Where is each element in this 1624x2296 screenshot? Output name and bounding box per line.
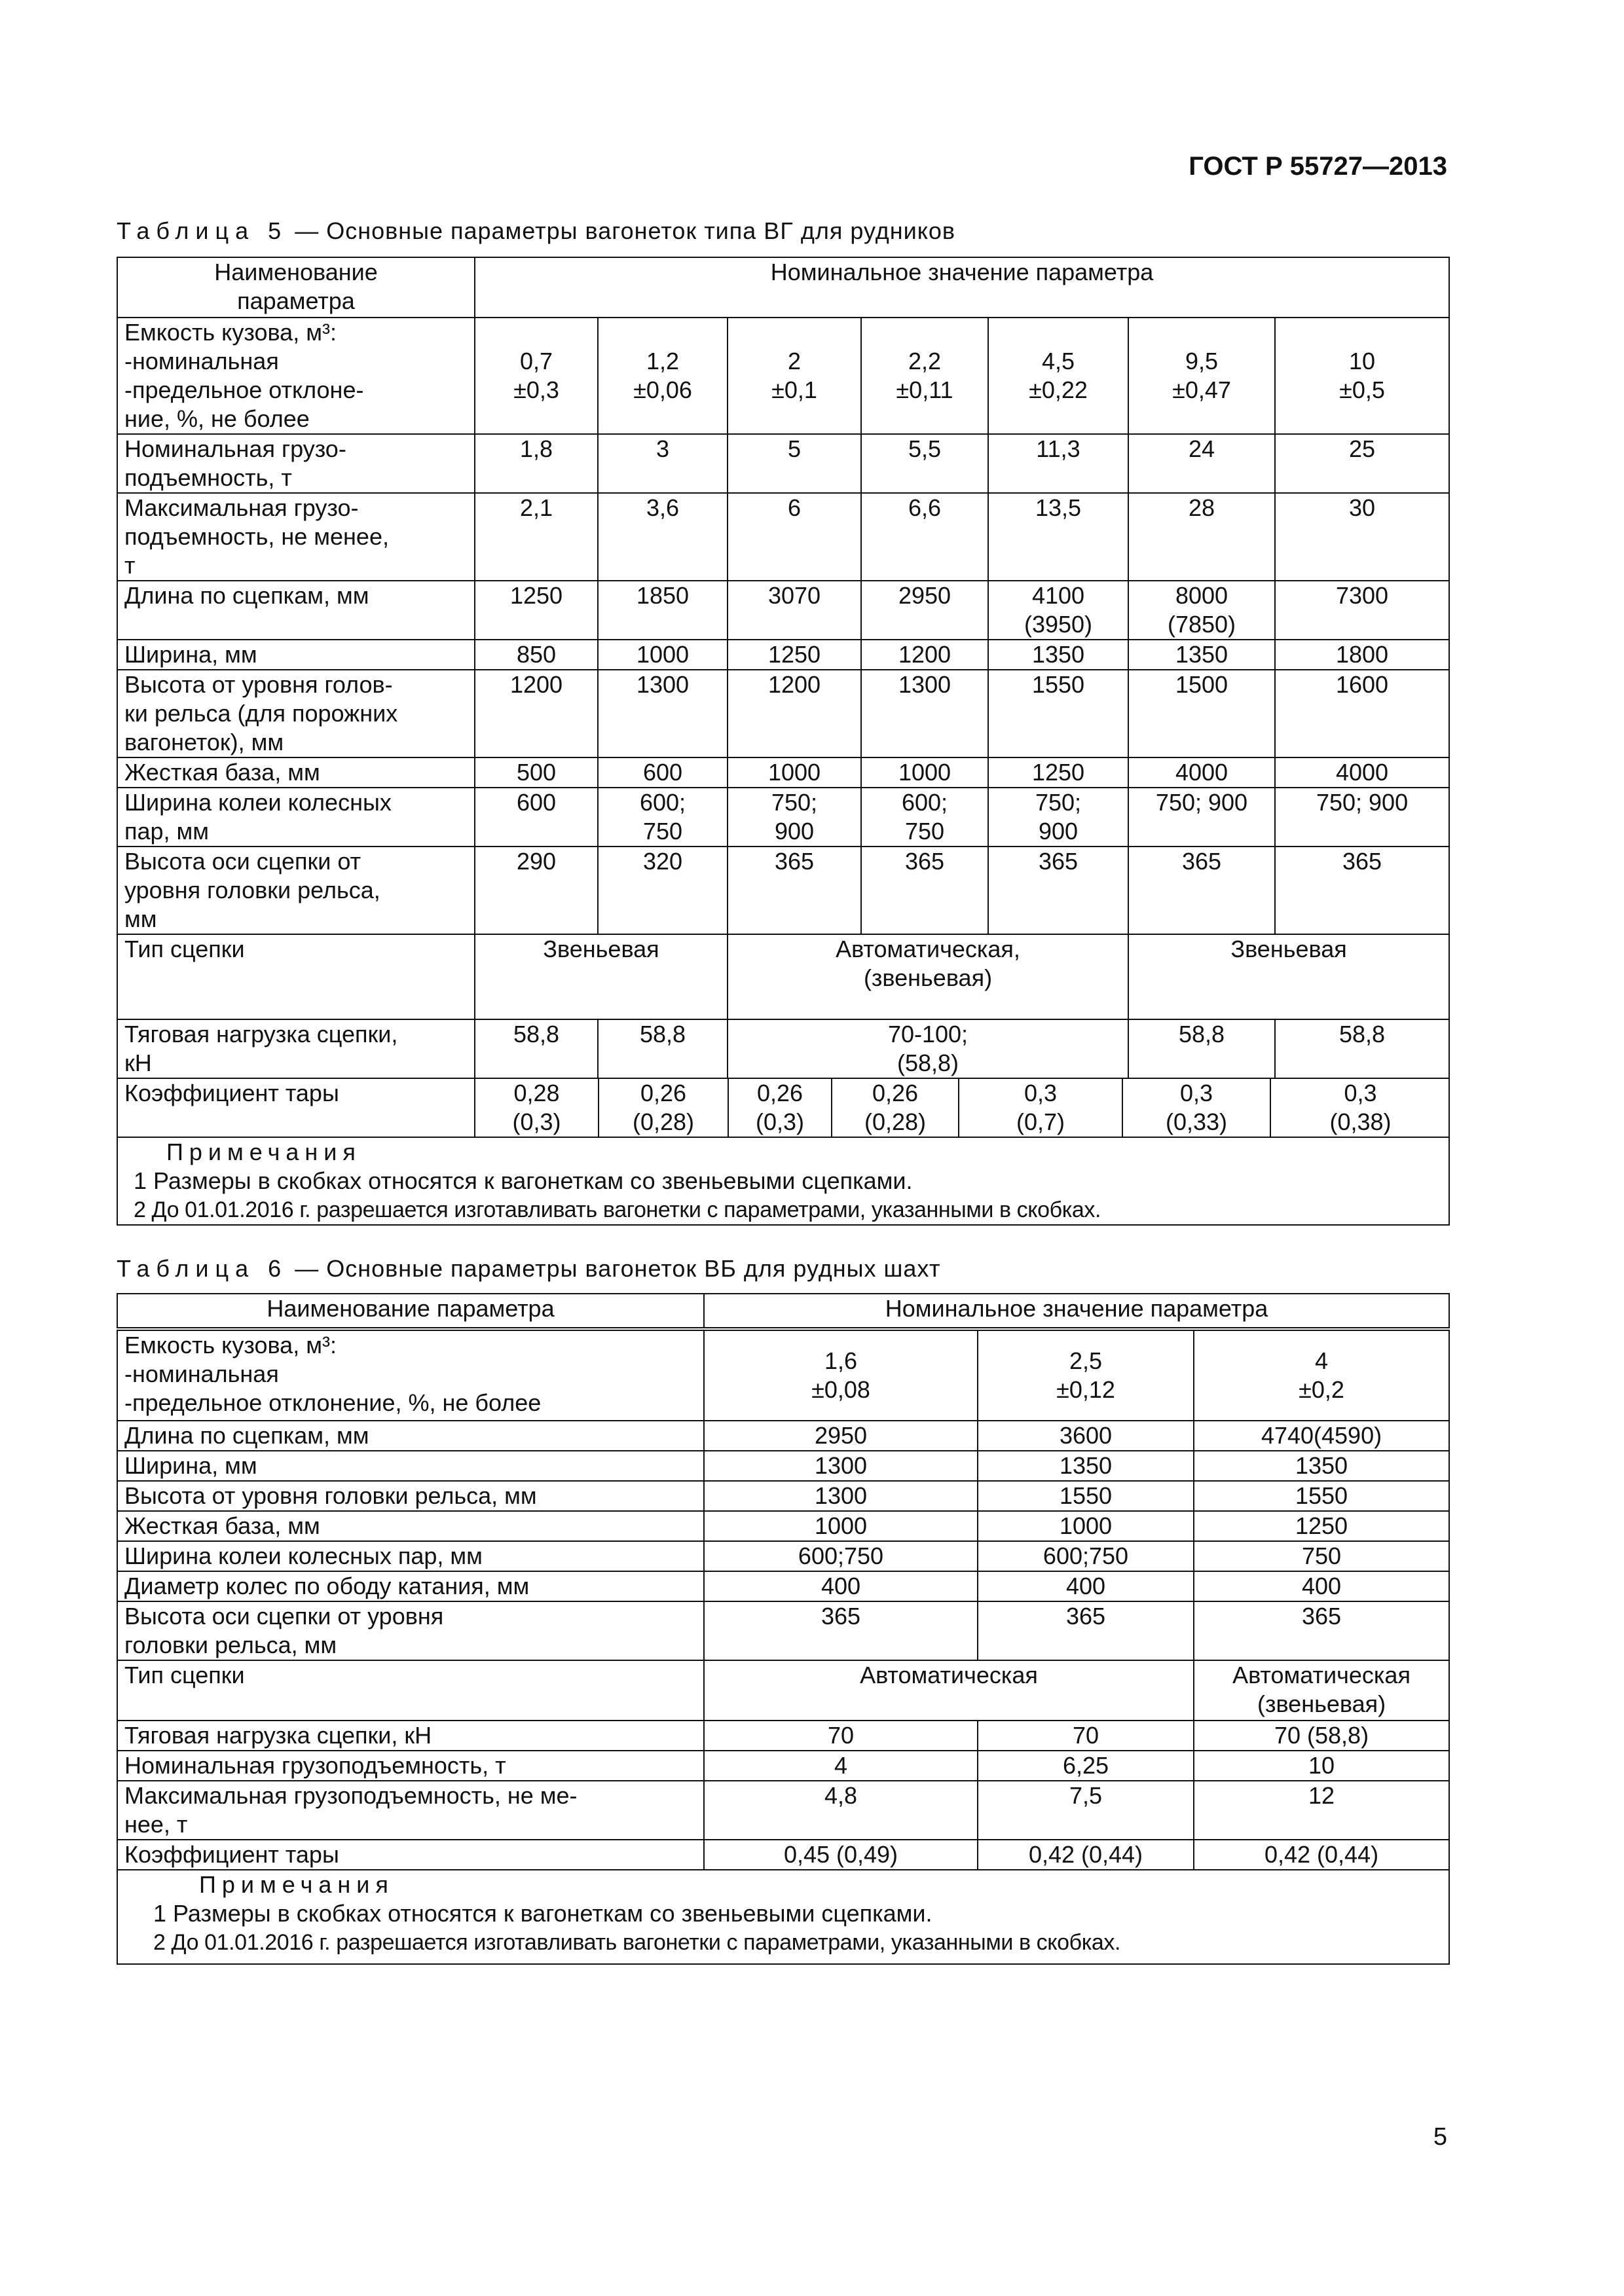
table6-cell: 2,5 ±0,12 (978, 1329, 1194, 1421)
table6-cell: 1300 (704, 1451, 978, 1481)
table6-row-label: Высота оси сцепки от уровня головки рельса, мм (117, 1601, 704, 1660)
table5-cell: 1500 (1128, 670, 1275, 757)
table5-cell: 750; 900 (1128, 788, 1275, 847)
table5-cell: 0,3 (0,33) (1122, 1079, 1270, 1137)
table5-row-coupling (117, 934, 1449, 1019)
table5-cell: 1200 (861, 640, 988, 670)
table5-label-capacity: Емкость кузова, м³: -номинальная -предельное отклоне- ние, %, не более (117, 318, 475, 434)
table6-cell: 1000 (978, 1511, 1194, 1541)
table5-cell: 4000 (1128, 757, 1275, 788)
table6-cell: 70 (58,8) (1194, 1721, 1449, 1751)
table6-label-coupling: Тип сцепки (117, 1660, 704, 1721)
table5-label-max-load: Максимальная грузо- подъемность, не менее, т (117, 493, 475, 581)
table6-cell: 365 (978, 1601, 1194, 1660)
table5-cell: 1,8 (475, 434, 598, 493)
page-number: 5 (1433, 2123, 1447, 2151)
table5-col-header-param: Наименование параметра (117, 257, 475, 318)
table5-cell: 1600 (1275, 670, 1449, 757)
table6-header-row (117, 1294, 1449, 1329)
table6-cell: 4,8 (704, 1781, 978, 1840)
table5-cell: 9,5 ±0,47 (1128, 318, 1275, 434)
table6-cell: 0,45 (0,49) (704, 1840, 978, 1870)
table6-cell: 365 (704, 1601, 978, 1660)
table5-row-max-load (117, 493, 1449, 581)
table5-cell: 0,26 (0,28) (599, 1079, 728, 1137)
table6-caption-label: Таблица 6 (117, 1255, 288, 1282)
table6-cell: 0,42 (0,44) (1194, 1840, 1449, 1870)
table5-row-length (117, 581, 1449, 640)
table5-row-gauge (117, 788, 1449, 847)
table5-cell: 2,2 ±0,11 (861, 318, 988, 434)
table6-cell: 1550 (1194, 1481, 1449, 1511)
table5-cell: 500 (475, 757, 598, 788)
table6-cell: 10 (1194, 1751, 1449, 1781)
table5-caption (117, 217, 955, 245)
table6-cell: 600;750 (704, 1541, 978, 1571)
table5-note-1: 1 Размеры в скобках относятся к вагонеткам со звеньевыми сцепками. (134, 1167, 913, 1194)
table5-label-coupling: Тип сцепки (117, 934, 475, 1019)
table5-label-width: Ширина, мм (117, 640, 475, 670)
table6-row (117, 1751, 1449, 1781)
table5-cell: 320 (598, 847, 728, 934)
table5-label-gauge: Ширина колеи колесных пар, мм (117, 788, 475, 847)
table5-cell: 1,2 ±0,06 (598, 318, 728, 434)
table6-cell: 2950 (704, 1421, 978, 1451)
table5-cell: 600 (475, 788, 598, 847)
table5-row-tare (117, 1078, 1449, 1137)
table6-row (117, 1781, 1449, 1840)
table6-note-2: 2 До 01.01.2016 г. разрешается изготавливать вагонетки с параметрами, указанными в скобках. (153, 1930, 1121, 1955)
table6-cell: 1350 (1194, 1451, 1449, 1481)
table5-cell: 850 (475, 640, 598, 670)
standard-code: ГОСТ Р 55727—2013 (1189, 152, 1447, 181)
table6-cell: 1000 (704, 1511, 978, 1541)
table5-label-length: Длина по сцепкам, мм (117, 581, 475, 640)
table6-cell: 400 (1194, 1571, 1449, 1601)
table5-header-row (117, 257, 1449, 318)
table5-cell: 1850 (598, 581, 728, 640)
table5-cell: 1000 (861, 757, 988, 788)
table5-cell: 58,8 (475, 1019, 598, 1078)
table6-row-label: Длина по сцепкам, мм (117, 1421, 704, 1451)
table6-notes (117, 1870, 1449, 1964)
table5-cell: 365 (1128, 847, 1275, 934)
table6 (117, 1293, 1450, 1965)
table5-row-width (117, 640, 1449, 670)
table6-cell: 750 (1194, 1541, 1449, 1571)
table6-cell: 1300 (704, 1481, 978, 1511)
table5-tare-container (475, 1078, 1449, 1137)
table5-cell: 5,5 (861, 434, 988, 493)
table6-cell: 70 (978, 1721, 1194, 1751)
table6-row-coupling (117, 1660, 1449, 1721)
table6-row (117, 1721, 1449, 1751)
table6-row (117, 1601, 1449, 1660)
table5-cell: 11,3 (988, 434, 1128, 493)
table6-caption-text: — Основные параметры вагонеток ВБ для рудных шахт (287, 1255, 941, 1282)
table5-notes-title: Примечания (166, 1139, 361, 1165)
table5-cell: 365 (861, 847, 988, 934)
table6-row (117, 1511, 1449, 1541)
table5-cell: 600; 750 (861, 788, 988, 847)
table5-cell-coupling-c: Звеньевая (1128, 934, 1449, 1019)
table5-col-header-value: Номинальное значение параметра (475, 257, 1449, 318)
table5-cell: 1000 (728, 757, 861, 788)
table6-caption (117, 1255, 941, 1283)
table6-cell: 1550 (978, 1481, 1194, 1511)
table6-cell: 600;750 (978, 1541, 1194, 1571)
table5-cell: 365 (988, 847, 1128, 934)
table6-row-label: Ширина, мм (117, 1451, 704, 1481)
table5-cell: 4,5 ±0,22 (988, 318, 1128, 434)
table5-cell: 1200 (728, 670, 861, 757)
table6-row (117, 1571, 1449, 1601)
table5-cell: 2,1 (475, 493, 598, 581)
table6-cell: 1,6 ±0,08 (704, 1329, 978, 1421)
table6-cell-coupling-c: Автоматическая (звеньевая) (1194, 1660, 1449, 1721)
table6-notes-row (117, 1870, 1449, 1964)
table5-caption-text: — Основные параметры вагонеток типа ВГ для рудников (287, 217, 956, 244)
table5-row-axis (117, 847, 1449, 934)
table5-cell: 600; 750 (598, 788, 728, 847)
table6-cell: 3600 (978, 1421, 1194, 1451)
table5-cell: 290 (475, 847, 598, 934)
table5-cell: 600 (598, 757, 728, 788)
table6-cell: 0,42 (0,44) (978, 1840, 1194, 1870)
table5-cell: 750; 900 (728, 788, 861, 847)
table5-cell: 13,5 (988, 493, 1128, 581)
table5-cell: 750; 900 (1275, 788, 1449, 847)
table6-cell: 4740(4590) (1194, 1421, 1449, 1451)
table5-cell: 3,6 (598, 493, 728, 581)
table6-cell-coupling-ab: Автоматическая (704, 1660, 1194, 1721)
table5-label-base: Жесткая база, мм (117, 757, 475, 788)
table5-cell: 1300 (861, 670, 988, 757)
table5-cell: 0,28 (0,3) (475, 1079, 599, 1137)
table5-cell: 4100 (3950) (988, 581, 1128, 640)
table5-row-nominal-load (117, 434, 1449, 493)
table6-row-label: Максимальная грузоподъемность, не ме- нее, т (117, 1781, 704, 1840)
table5-cell: 5 (728, 434, 861, 493)
table6-cell: 1250 (1194, 1511, 1449, 1541)
table5-notes-row (117, 1137, 1449, 1225)
table5-cell: 2950 (861, 581, 988, 640)
table6-cell: 365 (1194, 1601, 1449, 1660)
table5 (117, 257, 1450, 1226)
table6-rows (117, 1329, 1449, 1660)
table5-cell: 25 (1275, 434, 1449, 493)
table5-cell: 24 (1128, 434, 1275, 493)
table5-cell: 1250 (475, 581, 598, 640)
table5-cell-coupling-b: Автоматическая, (звеньевая) (728, 934, 1128, 1019)
table5-caption-label: Таблица 5 (117, 217, 288, 244)
table6-row (117, 1329, 1449, 1421)
table5-cell: 6 (728, 493, 861, 581)
table6-row (117, 1451, 1449, 1481)
table6-note-1: 1 Размеры в скобках относятся к вагонеткам со звеньевыми сцепками. (153, 1900, 932, 1927)
table6-row-label: Диаметр колес по ободу катания, мм (117, 1571, 704, 1601)
table5-cell: 30 (1275, 493, 1449, 581)
table5-label-tare: Коэффициент тары (117, 1078, 475, 1137)
table5-cell: 0,7 ±0,3 (475, 318, 598, 434)
table5-cell: 8000 (7850) (1128, 581, 1275, 640)
table5-cell: 1800 (1275, 640, 1449, 670)
table5-cell: 0,3 (0,7) (959, 1079, 1122, 1137)
table6-row (117, 1421, 1449, 1451)
table5-label-nominal-load: Номинальная грузо- подъемность, т (117, 434, 475, 493)
table5-cell: 750; 900 (988, 788, 1128, 847)
table5-cell: 58,8 (1128, 1019, 1275, 1078)
table6-row-label: Номинальная грузоподъемность, т (117, 1751, 704, 1781)
table5-cell: 1550 (988, 670, 1128, 757)
table5-cell: 6,6 (861, 493, 988, 581)
table6-notes-title: Примечания (199, 1871, 394, 1898)
table5-label-traction: Тяговая нагрузка сцепки, кН (117, 1019, 475, 1078)
table6-row-label: Емкость кузова, м³: -номинальная -предельное отклонение, %, не более (117, 1329, 704, 1421)
table5-notes (117, 1137, 1449, 1225)
table5-row-base (117, 757, 1449, 788)
table6-col-header-param: Наименование параметра (117, 1294, 704, 1329)
table5-cell-coupling-a: Звеньевая (475, 934, 728, 1019)
table5-cell: 1000 (598, 640, 728, 670)
table6-cell: 1350 (978, 1451, 1194, 1481)
table6-col-header-value: Номинальное значение параметра (704, 1294, 1449, 1329)
table5-label-axis: Высота оси сцепки от уровня головки рельса, мм (117, 847, 475, 934)
table5-note-2: 2 До 01.01.2016 г. разрешается изготавливать вагонетки с параметрами, указанными в скобках. (134, 1197, 1101, 1222)
table6-row (117, 1481, 1449, 1511)
table6-cell: 4 ±0,2 (1194, 1329, 1449, 1421)
table6-cell: 7,5 (978, 1781, 1194, 1840)
table5-cell: 58,8 (1275, 1019, 1449, 1078)
table5-cell-traction-mid: 70-100; (58,8) (728, 1019, 1128, 1078)
table5-label-height: Высота от уровня голов- ки рельса (для порожних вагонеток), мм (117, 670, 475, 757)
table5-cell: 3070 (728, 581, 861, 640)
table5-cell: 1350 (1128, 640, 1275, 670)
table5-cell: 2 ±0,1 (728, 318, 861, 434)
table5-cell: 1350 (988, 640, 1128, 670)
table5-cell: 3 (598, 434, 728, 493)
table5-row-capacity (117, 318, 1449, 434)
table6-row-label: Жесткая база, мм (117, 1511, 704, 1541)
table6-row-label: Высота от уровня головки рельса, мм (117, 1481, 704, 1511)
table5-cell: 0,26 (0,3) (728, 1079, 832, 1137)
table6-row-label: Ширина колеи колесных пар, мм (117, 1541, 704, 1571)
table6-row (117, 1541, 1449, 1571)
table5-cell: 7300 (1275, 581, 1449, 640)
table5-cell: 4000 (1275, 757, 1449, 788)
table6-cell: 400 (704, 1571, 978, 1601)
table5-cell: 1250 (728, 640, 861, 670)
table6-cell: 12 (1194, 1781, 1449, 1840)
table5-cell: 58,8 (598, 1019, 728, 1078)
table5-cell: 1300 (598, 670, 728, 757)
table5-row-height (117, 670, 1449, 757)
table6-row-label: Коэффициент тары (117, 1840, 704, 1870)
table6-cell: 6,25 (978, 1751, 1194, 1781)
table5-cell: 0,26 (0,28) (832, 1079, 959, 1137)
table6-cell: 4 (704, 1751, 978, 1781)
table5-cell: 365 (728, 847, 861, 934)
table5-cell: 1200 (475, 670, 598, 757)
table6-rows2 (117, 1721, 1449, 1870)
table6-row (117, 1840, 1449, 1870)
table5-cell: 28 (1128, 493, 1275, 581)
table6-row-label: Тяговая нагрузка сцепки, кН (117, 1721, 704, 1751)
table5-cell: 365 (1275, 847, 1449, 934)
table5-cell: 1250 (988, 757, 1128, 788)
table6-cell: 70 (704, 1721, 978, 1751)
table6-cell: 400 (978, 1571, 1194, 1601)
table5-row-traction (117, 1019, 1449, 1078)
table5-cell: 0,3 (0,38) (1270, 1079, 1449, 1137)
table5-cell: 10 ±0,5 (1275, 318, 1449, 434)
